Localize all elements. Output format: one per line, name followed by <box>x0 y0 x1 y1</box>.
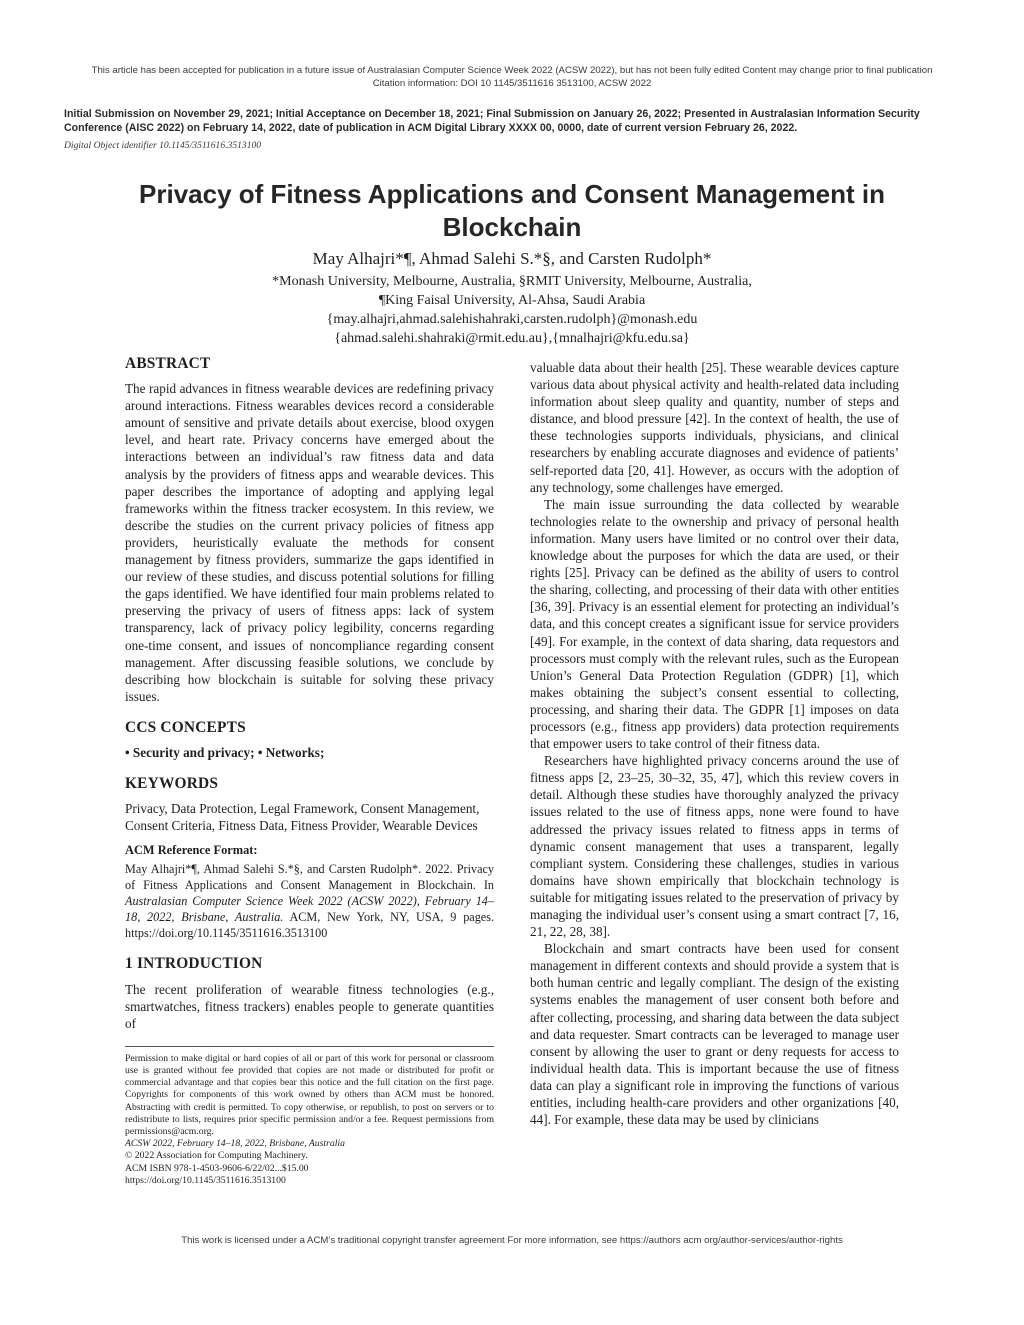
venue-footnote: ACSW 2022, February 14–18, 2022, Brisbane, Australia <box>125 1138 345 1150</box>
email-line1: {may.alhajri,ahmad.salehishahraki,carsten.rudolph}@monash.edu <box>326 312 698 327</box>
isbn-footnote: ACM ISBN 978-1-4503-9606-6/22/02...$15.00 <box>125 1162 309 1174</box>
affiliations <box>112 272 912 348</box>
introduction-p4: Blockchain and smart contracts have been used for consent management in different contexts and should provide a system that is both human centric and legally compliant. The design of the existing systems enables the management of user consent both before and after collecting, processing, and sharing data between the data subject and data requester. Smart contracts can be leveraged to manage user consent by allowing the user to grant or deny requests for access to individual health data. This is important because the use of fitness data can play a significant role in improving the functions of various entities, including health-care providers and other organizations [40, 44]. For example, these data may be used by clinicians <box>530 941 899 1128</box>
paper-title: Privacy of Fitness Applications and Consent Management in Blockchain <box>139 179 885 242</box>
abstract-heading: ABSTRACT <box>125 355 211 372</box>
header-note-line2: Citation information: DOI 10 1145/3511616 3513100, ACSW 2022 <box>372 78 652 89</box>
introduction-p1-continued: valuable data about their health [25]. These wearable devices capture various data about physical activity and health-related data including information about sleep quality and quantity, number of steps and distance, and blood pressure [42]. In the context of health, the use of these technologies supports individuals, physicians, and clinical researchers by enabling accurate diagnoses and evidence of patients’ self-reported data [20, 41]. However, as occurs with the adoption of any technology, some challenges have emerged. <box>530 360 899 495</box>
keywords-text: Privacy, Data Protection, Legal Framework, Consent Management, Consent Criteria, Fitness Data, Fitness Provider, Wearable Devices <box>125 801 480 834</box>
introduction-text-left: The recent proliferation of wearable fitness technologies (e.g., smartwatches, fitness trackers) enables people to generate quantities of <box>125 981 494 1031</box>
acm-reference-text: May Alhajri*¶, Ahmad Salehi S.*§, and Carsten Rudolph*. 2022. Privacy of Fitness Applications and Consent Management in Blockchain. In Australasian Computer Science Week 2022 (ACSW 2022), February 14–18, 2022, Brisbane, Australia. ACM, New York, NY, USA, 9 pages. https://doi.org/10.1145/3511616.3513100 <box>125 862 494 941</box>
footnote-divider <box>125 1046 494 1047</box>
introduction-p3: Researchers have highlighted privacy concerns around the use of fitness apps [2, 23–25, 30–32, 35, 47], which this review covers in detail. Although these studies have thoroughly analyzed the privacy issues related to the use of fitness apps, none were found to have addressed the privacy issues related to fitness apps in terms of dynamic consent management that uses a transparent, legally compliant system. Considering these challenges, studies in various domains have shown empirically that blockchain technology is suitable for mitigating issues related to the preservation of privacy by managing the individual user’s consent using a smart contract [7, 16, 21, 22, 28, 38]. <box>530 753 899 940</box>
copyright-footnote: © 2022 Association for Computing Machinery. <box>125 1150 308 1162</box>
left-column <box>125 355 494 1187</box>
abstract-text: The rapid advances in fitness wearable devices are redefining privacy around interactions. Fitness wearables devices record a considerable amount of sensitive and private details about exercise, blood oxygen level, and heart rate. Privacy concerns have emerged about the interactions between an individual’s raw fitness data and data analysis by the providers of fitness apps and wearable devices. This paper describes the importance of adopting and applying legal frameworks within the fitness tracker ecosystem. In this review, we describe the studies on the current privacy policies of fitness app providers, heuristically evaluate the methods for consent management by fitness providers, summarize the gaps identified in our review of these studies, and discuss potential solutions for filling the gaps identified. We have identified four main problems related to preserving the privacy of users of fitness apps: lack of system transparency, lack of privacy policy legibility, concerns regarding one-time consent, and issues of noncompliance regarding consent management. After discussing feasible solutions, we conclude by describing how blockchain is suitable for solving these privacy issues. <box>125 381 494 704</box>
doi-link[interactable]: https://doi.org/10.1145/3511616.3513100 <box>125 1174 286 1186</box>
keywords-heading: KEYWORDS <box>125 775 219 793</box>
license-footer-note: This work is licensed under a ACM’s traditional copyright transfer agreement For more information, see https://authors acm org/author-services/author-rights <box>181 1235 843 1246</box>
affiliation-line2: ¶King Faisal University, Al-Ahsa, Saudi Arabia <box>378 293 646 308</box>
ccs-heading: CCS CONCEPTS <box>125 718 246 736</box>
doi-identifier: Digital Object identifier 10.1145/3511616.3513100 <box>64 140 262 151</box>
right-column <box>530 359 899 1128</box>
acm-reference-heading: ACM Reference Format: <box>125 843 258 858</box>
permission-notice: Permission to make digital or hard copies of all or part of this work for personal or classroom use is granted without fee provided that copies are not made or distributed for profit or commercial advantage and that copies bear this notice and the full citation on the first page. Copyrights for components of this work owned by others than ACM must be honored. Abstracting with credit is permitted. To copy otherwise, or republish, to post on servers or to redistribute to lists, requires prior specific permission and/or a fee. Request permissions from permissions@acm.org. <box>125 1052 494 1138</box>
publication-header-note <box>60 64 964 90</box>
submission-dates: Initial Submission on November 29, 2021; Initial Acceptance on December 18, 2021; Final Submission on January 26, 2022; Presented in Australasian Information Security Conference (AISC 2022) on February 14, 2022, date of publication in ACM Digital Library XXXX 00, 0000, date of current version February 26, 2022. <box>64 108 920 134</box>
header-note-line1: This article has been accepted for publication in a future issue of Australasian Computer Science Week 2022 (ACSW 2022), but has not been fully edited Content may change prior to final publication <box>91 65 933 76</box>
affiliation-line1: *Monash University, Melbourne, Australia, §RMIT University, Melbourne, Australia, <box>272 274 752 289</box>
email-line2: {ahmad.salehi.shahraki@rmit.edu.au},{mnalhajri@kfu.edu.sa} <box>334 331 690 346</box>
introduction-p2: The main issue surrounding the data collected by wearable technologies relate to the ownership and privacy of personal health information. Many users have limited or no control over their data, knowledge about the purposes for which the data are used, or their rights [25]. Privacy can be defined as the ability of users to control the sharing, collecting, and processing of their data with other entities [36, 39]. Privacy is an essential element for protecting an individual’s data, and this concept creates a significant issue for service providers [49]. For example, in the context of data sharing, data requestors and processors must comply with the relevant rules, such as the European Union’s General Data Protection Regulation (GDPR) [1], which makes obtaining the subject’s consent essential to collecting, processing, and sharing their data. The GDPR [1] imposes on data processors (e.g., fitness app providers) data protection requirements that empower users to take control of their fitness data. <box>530 496 899 752</box>
introduction-heading: 1 INTRODUCTION <box>125 955 263 973</box>
ccs-text: • Security and privacy; • Networks; <box>125 744 325 760</box>
author-list: May Alhajri*¶, Ahmad Salehi S.*§, and Carsten Rudolph* <box>312 249 712 268</box>
